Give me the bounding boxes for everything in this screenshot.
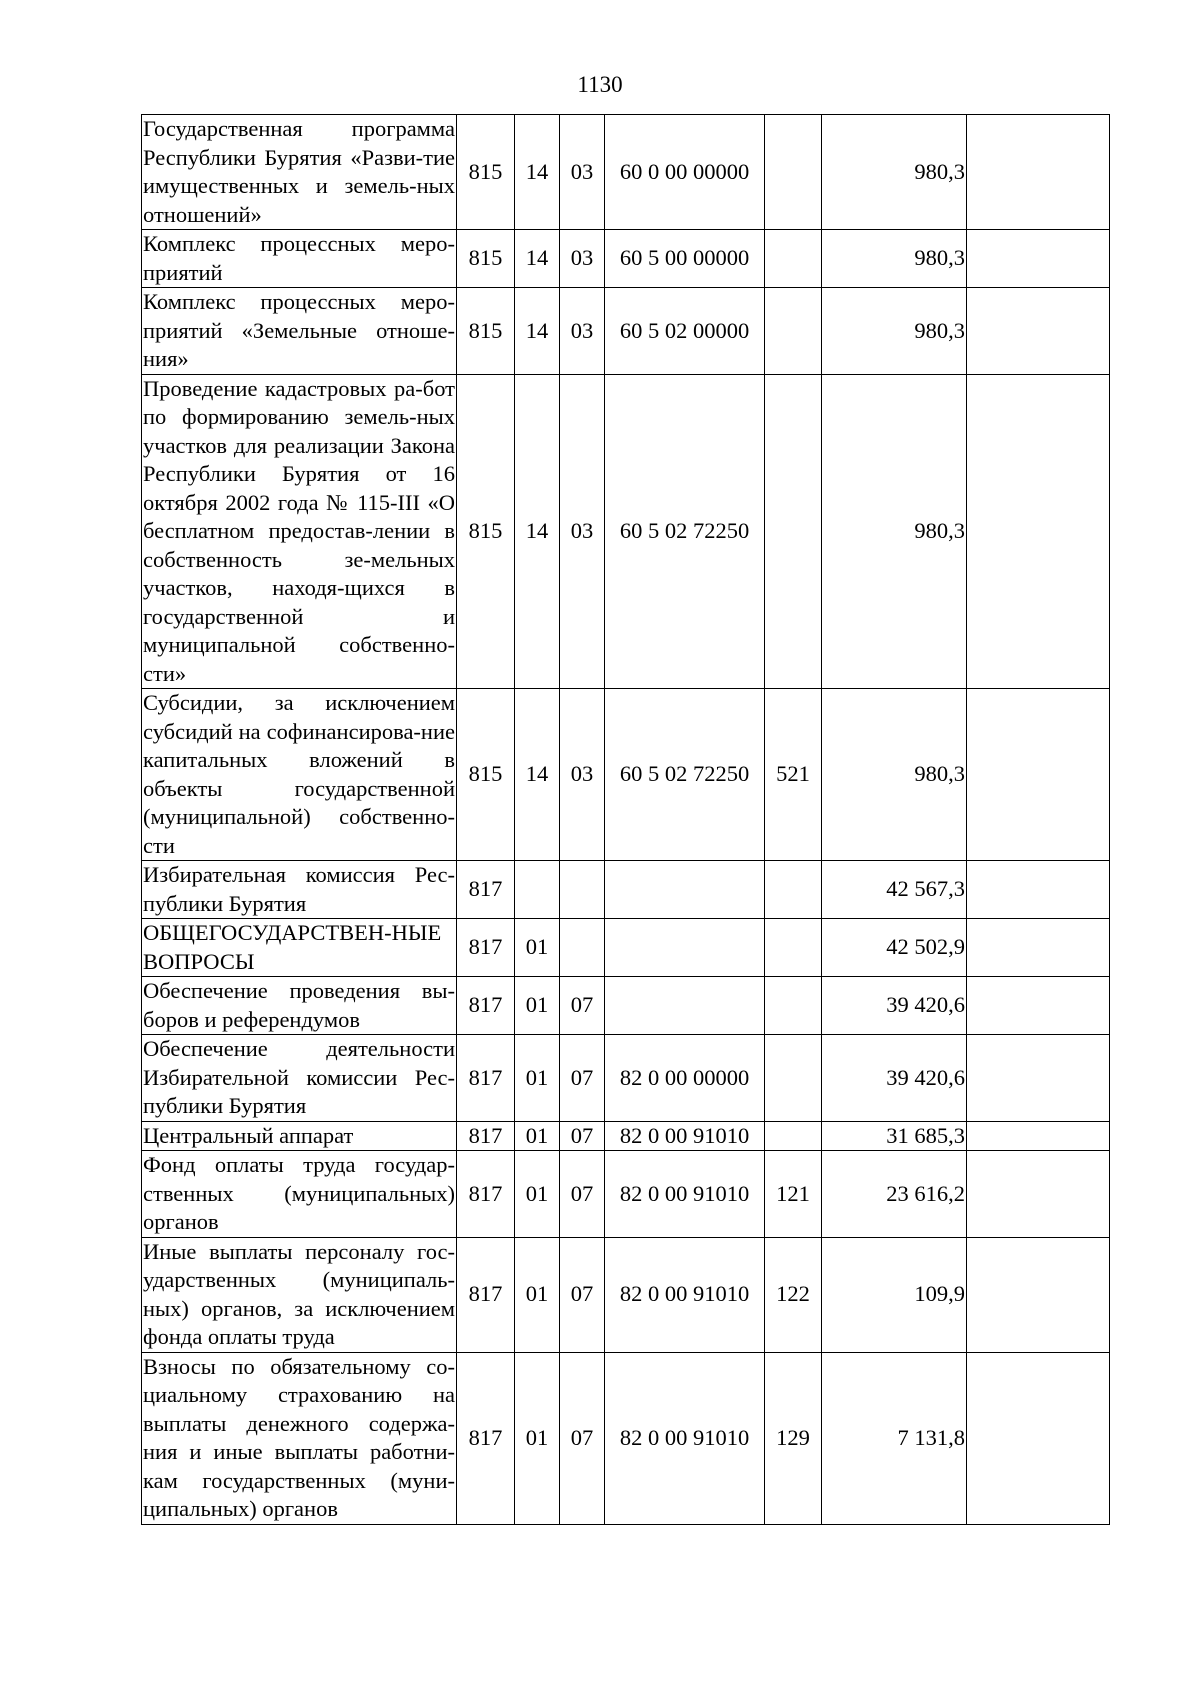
amount: 39 420,6 [822,1035,967,1122]
empty-cell [967,861,1110,919]
subsection-code: 03 [560,374,605,689]
item-name: Комплекс процессных меро-приятий [142,230,457,288]
target-article-code: 82 0 00 91010 [605,1237,765,1352]
department-code: 815 [457,689,515,861]
subsection-code: 03 [560,288,605,375]
department-code: 815 [457,288,515,375]
amount: 109,9 [822,1237,967,1352]
target-article-code: 60 5 02 72250 [605,689,765,861]
item-name: Субсидии, за исключением субсидий на софинансирова-ние капитальных вложений в объекты государственной (муниципальной) собственно-сти [142,689,457,861]
section-code: 01 [515,1352,560,1524]
subsection-code: 07 [560,1151,605,1238]
expense-type-code [765,230,822,288]
subsection-code: 07 [560,1121,605,1151]
subsection-code: 07 [560,1352,605,1524]
table-row [142,288,1110,375]
item-name: Взносы по обязательному со-циальному страхованию на выплаты денежного содержа-ния и иные выплаты работни-кам государственных (муни-ципальных) органов [142,1352,457,1524]
table-row [142,115,1110,230]
target-article-code: 82 0 00 91010 [605,1151,765,1238]
empty-cell [967,374,1110,689]
empty-cell [967,1352,1110,1524]
expense-type-code [765,1121,822,1151]
empty-cell [967,1237,1110,1352]
table-row [142,919,1110,977]
subsection-code: 07 [560,1035,605,1122]
amount: 23 616,2 [822,1151,967,1238]
table-row [142,374,1110,689]
expense-type-code [765,919,822,977]
target-article-code: 60 5 02 72250 [605,374,765,689]
subsection-code: 03 [560,689,605,861]
subsection-code: 03 [560,230,605,288]
section-code: 14 [515,689,560,861]
table-row [142,977,1110,1035]
amount: 980,3 [822,230,967,288]
table-row [142,1352,1110,1524]
section-code: 01 [515,919,560,977]
item-name: Иные выплаты персоналу гос-ударственных (муниципаль-ных) органов, за исключением фонда оплаты труда [142,1237,457,1352]
item-name: Фонд оплаты труда государ-ственных (муниципальных) органов [142,1151,457,1238]
expense-type-code [765,1035,822,1122]
department-code: 815 [457,374,515,689]
table-row [142,230,1110,288]
subsection-code: 07 [560,1237,605,1352]
table-row [142,689,1110,861]
target-article-code: 82 0 00 91010 [605,1121,765,1151]
amount: 31 685,3 [822,1121,967,1151]
target-article-code: 82 0 00 00000 [605,1035,765,1122]
item-name: Проведение кадастровых ра-бот по формированию земель-ных участков для реализации Закона Республики Бурятия от 16 октября 2002 года № 115-III «О бесплатном предостав-лении в собственность зе-мельных участков, находя-щихся в государственной и муниципальной собственно-сти» [142,374,457,689]
amount: 39 420,6 [822,977,967,1035]
department-code: 817 [457,919,515,977]
section-code: 01 [515,1237,560,1352]
expense-type-code: 121 [765,1151,822,1238]
department-code: 817 [457,1151,515,1238]
budget-table [141,114,1110,1525]
department-code: 817 [457,1352,515,1524]
section-code: 14 [515,115,560,230]
target-article-code: 60 5 00 00000 [605,230,765,288]
empty-cell [967,919,1110,977]
target-article-code: 60 5 02 00000 [605,288,765,375]
expense-type-code: 521 [765,689,822,861]
subsection-code [560,919,605,977]
department-code: 817 [457,1121,515,1151]
amount: 42 502,9 [822,919,967,977]
section-code: 01 [515,977,560,1035]
item-name: Государственная программа Республики Бурятия «Разви-тие имущественных и земель-ных отношений» [142,115,457,230]
section-code: 01 [515,1035,560,1122]
expense-type-code: 122 [765,1237,822,1352]
department-code: 817 [457,861,515,919]
department-code: 817 [457,977,515,1035]
department-code: 817 [457,1035,515,1122]
empty-cell [967,115,1110,230]
target-article-code: 82 0 00 91010 [605,1352,765,1524]
empty-cell [967,230,1110,288]
amount: 980,3 [822,288,967,375]
item-name: Центральный аппарат [142,1121,457,1151]
amount: 980,3 [822,374,967,689]
department-code: 817 [457,1237,515,1352]
table-row [142,1151,1110,1238]
target-article-code [605,861,765,919]
expense-type-code [765,861,822,919]
table-row [142,1121,1110,1151]
item-name: ОБЩЕГОСУДАРСТВЕН-НЫЕ ВОПРОСЫ [142,919,457,977]
department-code: 815 [457,230,515,288]
page-number: 1130 [577,72,623,97]
target-article-code: 60 0 00 00000 [605,115,765,230]
empty-cell [967,1151,1110,1238]
table-row [142,1035,1110,1122]
table-row [142,861,1110,919]
empty-cell [967,1035,1110,1122]
section-code: 14 [515,230,560,288]
amount: 980,3 [822,689,967,861]
expense-type-code [765,977,822,1035]
budget-table-body [142,115,1110,1525]
section-code: 14 [515,288,560,375]
empty-cell [967,1121,1110,1151]
expense-type-code [765,374,822,689]
section-code: 01 [515,1151,560,1238]
target-article-code [605,919,765,977]
item-name: Обеспечение проведения вы-боров и референдумов [142,977,457,1035]
table-row [142,1237,1110,1352]
amount: 980,3 [822,115,967,230]
subsection-code: 03 [560,115,605,230]
expense-type-code [765,288,822,375]
expense-type-code [765,115,822,230]
expense-type-code: 129 [765,1352,822,1524]
subsection-code [560,861,605,919]
item-name: Обеспечение деятельности Избирательной комиссии Рес-публики Бурятия [142,1035,457,1122]
target-article-code [605,977,765,1035]
amount: 42 567,3 [822,861,967,919]
subsection-code: 07 [560,977,605,1035]
amount: 7 131,8 [822,1352,967,1524]
item-name: Комплекс процессных меро-приятий «Земельные отноше-ния» [142,288,457,375]
section-code [515,861,560,919]
section-code: 14 [515,374,560,689]
department-code: 815 [457,115,515,230]
section-code: 01 [515,1121,560,1151]
empty-cell [967,689,1110,861]
item-name: Избирательная комиссия Рес-публики Бурятия [142,861,457,919]
empty-cell [967,977,1110,1035]
empty-cell [967,288,1110,375]
